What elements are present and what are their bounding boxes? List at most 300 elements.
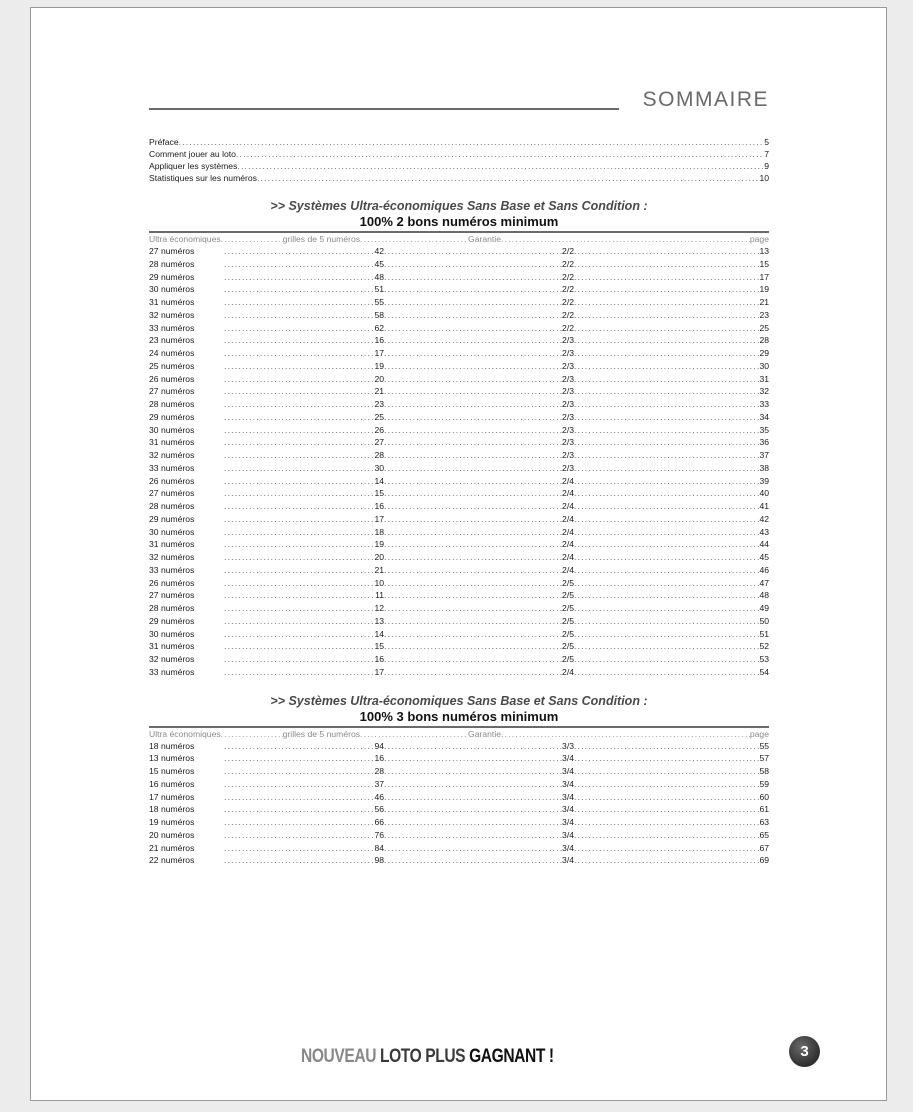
table-row (149, 666, 769, 679)
page-cell (574, 347, 769, 360)
row-numbers: 18 numéros (149, 804, 195, 815)
grids-cell (224, 449, 384, 462)
guarantee-cell (384, 740, 574, 753)
dot-leader (574, 628, 759, 641)
document-page (30, 7, 887, 1101)
row-grids: 48 (374, 271, 384, 282)
dot-leader (224, 829, 374, 842)
dot-leader (574, 424, 759, 437)
table-row (149, 322, 769, 335)
guarantee-cell (384, 765, 574, 778)
dot-leader (179, 136, 765, 148)
grids-cell (224, 791, 384, 804)
dot-leader (224, 449, 374, 462)
guarantee-cell (384, 462, 574, 475)
table-row (149, 245, 769, 258)
guarantee-cell (384, 385, 574, 398)
section-heading (149, 693, 769, 725)
row-grids: 94 (374, 740, 384, 751)
row-guarantee: 2/5 (562, 654, 574, 664)
grids-cell (224, 740, 384, 753)
header-rule (149, 108, 619, 110)
page-cell (574, 513, 769, 526)
grids-cell (224, 577, 384, 590)
row-grids: 30 (374, 462, 384, 473)
toc-page: 10 (759, 173, 769, 183)
guarantee-cell (384, 538, 574, 551)
table-row (149, 577, 769, 590)
row-grids: 51 (374, 284, 384, 295)
grids-cell (224, 640, 384, 653)
row-grids: 18 (374, 526, 384, 537)
grids-cell (224, 462, 384, 475)
row-grids: 20 (374, 373, 384, 384)
dot-leader (224, 322, 374, 335)
guarantee-cell (384, 803, 574, 816)
dot-leader (224, 803, 374, 816)
sections-container (149, 198, 769, 867)
dot-leader (224, 628, 374, 641)
row-guarantee: 2/5 (562, 577, 574, 588)
dot-leader (224, 373, 374, 386)
dot-leader (574, 462, 759, 475)
row-numbers: 27 numéros (149, 590, 195, 601)
dot-leader (574, 283, 759, 296)
dot-leader (224, 385, 374, 398)
row-grids: 62 (374, 322, 384, 333)
dot-leader (574, 765, 759, 778)
toc-row (149, 172, 769, 184)
guarantee-cell (384, 653, 574, 666)
row-page: 39 (759, 475, 769, 486)
table-row (149, 740, 769, 753)
dot-leader (574, 803, 759, 816)
guarantee-cell (384, 564, 574, 577)
row-guarantee: 3/4 (562, 791, 574, 802)
row-page: 46 (759, 564, 769, 575)
dot-leader (224, 500, 374, 513)
dot-leader (384, 271, 562, 284)
row-guarantee: 3/4 (562, 842, 574, 853)
page-cell (574, 551, 769, 564)
system-section (149, 693, 769, 868)
dot-leader (257, 172, 759, 184)
row-page: 36 (759, 437, 769, 448)
row-page: 32 (759, 386, 769, 397)
page-cell (574, 803, 769, 816)
page-cell (574, 740, 769, 753)
row-page: 43 (759, 526, 769, 537)
dot-leader (384, 842, 562, 855)
dot-leader (384, 791, 562, 804)
grids-cell (224, 487, 384, 500)
row-page: 19 (759, 284, 769, 295)
table-row (149, 487, 769, 500)
table-row (149, 475, 769, 488)
dot-leader (224, 271, 374, 284)
grids-cell (224, 347, 384, 360)
row-numbers: 27 numéros (149, 386, 195, 397)
row-page: 69 (759, 855, 769, 866)
row-numbers: 31 numéros (149, 297, 195, 307)
row-numbers: 30 numéros (149, 526, 195, 537)
row-guarantee: 2/3 (562, 424, 574, 435)
dot-leader (224, 436, 374, 449)
row-page: 52 (759, 641, 769, 652)
dot-leader (384, 424, 562, 437)
grids-cell (224, 589, 384, 602)
row-grids: 28 (374, 766, 384, 776)
dot-leader (574, 398, 759, 411)
table-row (149, 436, 769, 449)
dot-leader (224, 752, 374, 765)
toc-label: Statistiques sur les numéros (149, 173, 257, 183)
dot-leader (574, 487, 759, 500)
row-numbers: 26 numéros (149, 373, 195, 384)
grids-cell (224, 513, 384, 526)
row-guarantee: 2/2 (562, 246, 574, 256)
table-row (149, 791, 769, 804)
dot-leader (236, 148, 764, 160)
dot-leader (574, 602, 759, 615)
dot-leader (224, 513, 374, 526)
page-cell (574, 666, 769, 679)
row-grids: 45 (374, 258, 384, 269)
page-cell (574, 602, 769, 615)
dot-leader (574, 271, 759, 284)
dot-leader (574, 564, 759, 577)
row-numbers: 30 numéros (149, 628, 195, 639)
table-row (149, 752, 769, 765)
row-grids: 76 (374, 829, 384, 840)
row-grids: 55 (374, 297, 384, 307)
col-header-grids: grilles de 5 numéros (282, 728, 361, 739)
table-row (149, 615, 769, 628)
guarantee-cell (384, 791, 574, 804)
row-page: 13 (759, 246, 769, 256)
dot-leader (384, 538, 562, 551)
row-guarantee: 2/2 (562, 322, 574, 333)
col-header-numbers: Ultra économiques (149, 728, 221, 739)
row-page: 40 (759, 488, 769, 499)
dot-leader (574, 829, 759, 842)
row-guarantee: 3/4 (562, 855, 574, 866)
dot-leader (384, 854, 562, 867)
dot-leader (224, 854, 374, 867)
page-cell (574, 411, 769, 424)
row-grids: 20 (374, 552, 384, 562)
row-page: 54 (759, 666, 769, 677)
dot-leader (384, 778, 562, 791)
grids-cell (224, 816, 384, 829)
row-numbers: 22 numéros (149, 855, 195, 866)
page-cell (574, 829, 769, 842)
dot-leader (224, 245, 374, 258)
dot-leader (384, 526, 562, 539)
row-guarantee: 2/3 (562, 411, 574, 422)
row-numbers: 31 numéros (149, 437, 195, 448)
guarantee-cell (384, 271, 574, 284)
dot-leader (224, 589, 375, 602)
dot-leader (384, 309, 562, 322)
dot-leader (574, 449, 759, 462)
col-header-grids: grilles de 5 numéros (282, 234, 361, 244)
dot-leader (224, 487, 374, 500)
row-numbers: 32 numéros (149, 654, 195, 664)
row-page: 57 (759, 753, 769, 764)
dot-leader (574, 360, 759, 373)
grids-cell (224, 424, 384, 437)
dot-leader (574, 475, 759, 488)
column-headers (149, 233, 769, 245)
dot-leader (384, 373, 562, 386)
system-section (149, 198, 769, 679)
row-numbers: 30 numéros (149, 284, 195, 295)
page-cell (574, 436, 769, 449)
grids-cell (224, 283, 384, 296)
dot-leader (384, 653, 562, 666)
table-row (149, 551, 769, 564)
dot-leader (574, 615, 759, 628)
dot-leader (224, 577, 374, 590)
page-cell (574, 628, 769, 641)
row-numbers: 33 numéros (149, 462, 195, 473)
dot-leader (574, 296, 759, 309)
row-numbers: 31 numéros (149, 539, 195, 550)
grids-cell (224, 628, 384, 641)
grids-cell (224, 829, 384, 842)
dot-leader (384, 283, 562, 296)
guarantee-cell (384, 577, 574, 590)
row-page: 53 (759, 654, 769, 664)
dot-leader (384, 360, 562, 373)
guarantee-cell (384, 500, 574, 513)
table-row (149, 449, 769, 462)
row-grids: 37 (374, 778, 384, 789)
dot-leader (384, 436, 562, 449)
row-guarantee: 2/3 (562, 399, 574, 409)
row-grids: 16 (374, 335, 384, 346)
guarantee-cell (384, 347, 574, 360)
dot-leader (574, 411, 759, 424)
dot-leader (574, 500, 759, 513)
dot-leader (574, 322, 759, 335)
row-numbers: 26 numéros (149, 475, 195, 486)
row-guarantee: 3/4 (562, 753, 574, 764)
grids-cell (224, 564, 384, 577)
dot-leader (224, 526, 374, 539)
dot-leader (574, 258, 759, 271)
row-numbers: 21 numéros (149, 842, 195, 853)
table-row (149, 309, 769, 322)
row-guarantee: 2/4 (562, 539, 574, 550)
guarantee-cell (384, 258, 574, 271)
table-row (149, 816, 769, 829)
grids-cell (224, 666, 384, 679)
row-numbers: 30 numéros (149, 424, 195, 435)
row-guarantee: 2/5 (562, 628, 574, 639)
guarantee-cell (384, 309, 574, 322)
dot-leader (574, 513, 759, 526)
dot-leader (224, 424, 374, 437)
guarantee-cell (384, 640, 574, 653)
row-guarantee: 2/4 (562, 513, 574, 524)
row-guarantee: 2/4 (562, 488, 574, 499)
table-row (149, 829, 769, 842)
row-numbers: 33 numéros (149, 666, 195, 677)
dot-leader (384, 245, 562, 258)
row-guarantee: 2/2 (562, 284, 574, 295)
row-page: 44 (759, 539, 769, 550)
row-page: 31 (759, 373, 769, 384)
row-guarantee: 2/4 (562, 526, 574, 537)
dot-leader (224, 551, 374, 564)
dot-leader (384, 551, 562, 564)
page-cell (574, 258, 769, 271)
row-guarantee: 2/3 (562, 462, 574, 473)
section-title: >> Systèmes Ultra-économiques Sans Base et Sans Condition : (270, 199, 648, 213)
table-row (149, 653, 769, 666)
toc-label: Comment jouer au loto (149, 149, 236, 159)
row-guarantee: 2/2 (562, 309, 574, 320)
guarantee-cell (384, 360, 574, 373)
dot-leader (574, 551, 759, 564)
grids-cell (224, 842, 384, 855)
dot-leader (574, 640, 759, 653)
footer-slogan (301, 1046, 554, 1068)
page-cell (574, 842, 769, 855)
row-grids: 21 (374, 386, 384, 397)
dot-leader (574, 589, 759, 602)
grids-cell (224, 538, 384, 551)
dot-leader (384, 449, 562, 462)
dot-leader (224, 283, 374, 296)
row-page: 49 (759, 603, 769, 613)
grids-cell (224, 778, 384, 791)
row-numbers: 27 numéros (149, 488, 195, 499)
section-heading (149, 198, 769, 230)
grids-cell (224, 360, 384, 373)
dot-leader (574, 740, 759, 753)
row-page: 61 (759, 804, 769, 815)
row-guarantee: 2/4 (562, 666, 574, 677)
dot-leader (224, 309, 374, 322)
row-grids: 15 (374, 641, 384, 652)
dot-leader (501, 233, 750, 245)
row-page: 21 (759, 297, 769, 307)
row-numbers: 28 numéros (149, 399, 195, 409)
row-grids: 14 (374, 475, 384, 486)
row-page: 38 (759, 462, 769, 473)
row-guarantee: 2/3 (562, 335, 574, 346)
row-numbers: 24 numéros (149, 348, 195, 358)
grids-cell (224, 385, 384, 398)
row-guarantee: 3/3 (562, 740, 574, 751)
page-cell (574, 487, 769, 500)
guarantee-cell (384, 551, 574, 564)
row-grids: 25 (374, 411, 384, 422)
page-cell (574, 245, 769, 258)
dot-leader (224, 653, 374, 666)
page-cell (574, 360, 769, 373)
dot-leader (384, 462, 562, 475)
page-number-badge: 3 (789, 1036, 820, 1067)
row-grids: 42 (374, 246, 384, 256)
dot-leader (221, 233, 283, 245)
dot-leader (384, 740, 562, 753)
page-cell (574, 640, 769, 653)
row-numbers: 31 numéros (149, 641, 195, 652)
row-guarantee: 2/4 (562, 501, 574, 511)
guarantee-cell (384, 615, 574, 628)
row-numbers: 13 numéros (149, 753, 195, 764)
col-header-page: page (749, 728, 769, 739)
row-page: 58 (759, 766, 769, 776)
dot-leader (574, 526, 759, 539)
dot-leader (384, 322, 562, 335)
page-cell (574, 283, 769, 296)
row-page: 51 (759, 628, 769, 639)
dot-leader (224, 538, 374, 551)
table-row (149, 778, 769, 791)
table-row (149, 373, 769, 386)
page-cell (574, 398, 769, 411)
table-row (149, 385, 769, 398)
row-grids: 19 (374, 360, 384, 371)
row-grids: 19 (374, 539, 384, 550)
toc-page: 9 (764, 161, 769, 171)
row-page: 67 (759, 842, 769, 853)
table-row (149, 564, 769, 577)
dot-leader (384, 487, 562, 500)
table-row (149, 424, 769, 437)
dot-leader (224, 296, 374, 309)
table-row (149, 360, 769, 373)
row-numbers: 29 numéros (149, 513, 195, 524)
row-grids: 84 (374, 842, 384, 853)
page-cell (574, 271, 769, 284)
dot-leader (384, 640, 562, 653)
row-numbers: 18 numéros (149, 740, 195, 751)
table-row (149, 462, 769, 475)
guarantee-cell (384, 666, 574, 679)
row-guarantee: 2/3 (562, 373, 574, 384)
guarantee-cell (384, 245, 574, 258)
row-guarantee: 3/4 (562, 766, 574, 776)
column-headers (149, 728, 769, 740)
page-cell (574, 854, 769, 867)
row-numbers: 32 numéros (149, 309, 195, 320)
page-cell (574, 322, 769, 335)
row-numbers: 29 numéros (149, 615, 195, 626)
row-grids: 16 (374, 501, 384, 511)
footer-word-1: NOUVEAU (301, 1046, 377, 1067)
row-grids: 17 (374, 666, 384, 677)
table-row (149, 765, 769, 778)
grids-cell (224, 245, 384, 258)
grids-cell (224, 258, 384, 271)
row-page: 34 (759, 411, 769, 422)
row-guarantee: 3/4 (562, 817, 574, 827)
grids-cell (224, 411, 384, 424)
row-page: 63 (759, 817, 769, 827)
toc-row (149, 148, 769, 160)
row-page: 17 (759, 271, 769, 282)
page-cell (574, 296, 769, 309)
row-guarantee: 2/5 (562, 615, 574, 626)
row-guarantee: 2/3 (562, 360, 574, 371)
page-cell (574, 538, 769, 551)
